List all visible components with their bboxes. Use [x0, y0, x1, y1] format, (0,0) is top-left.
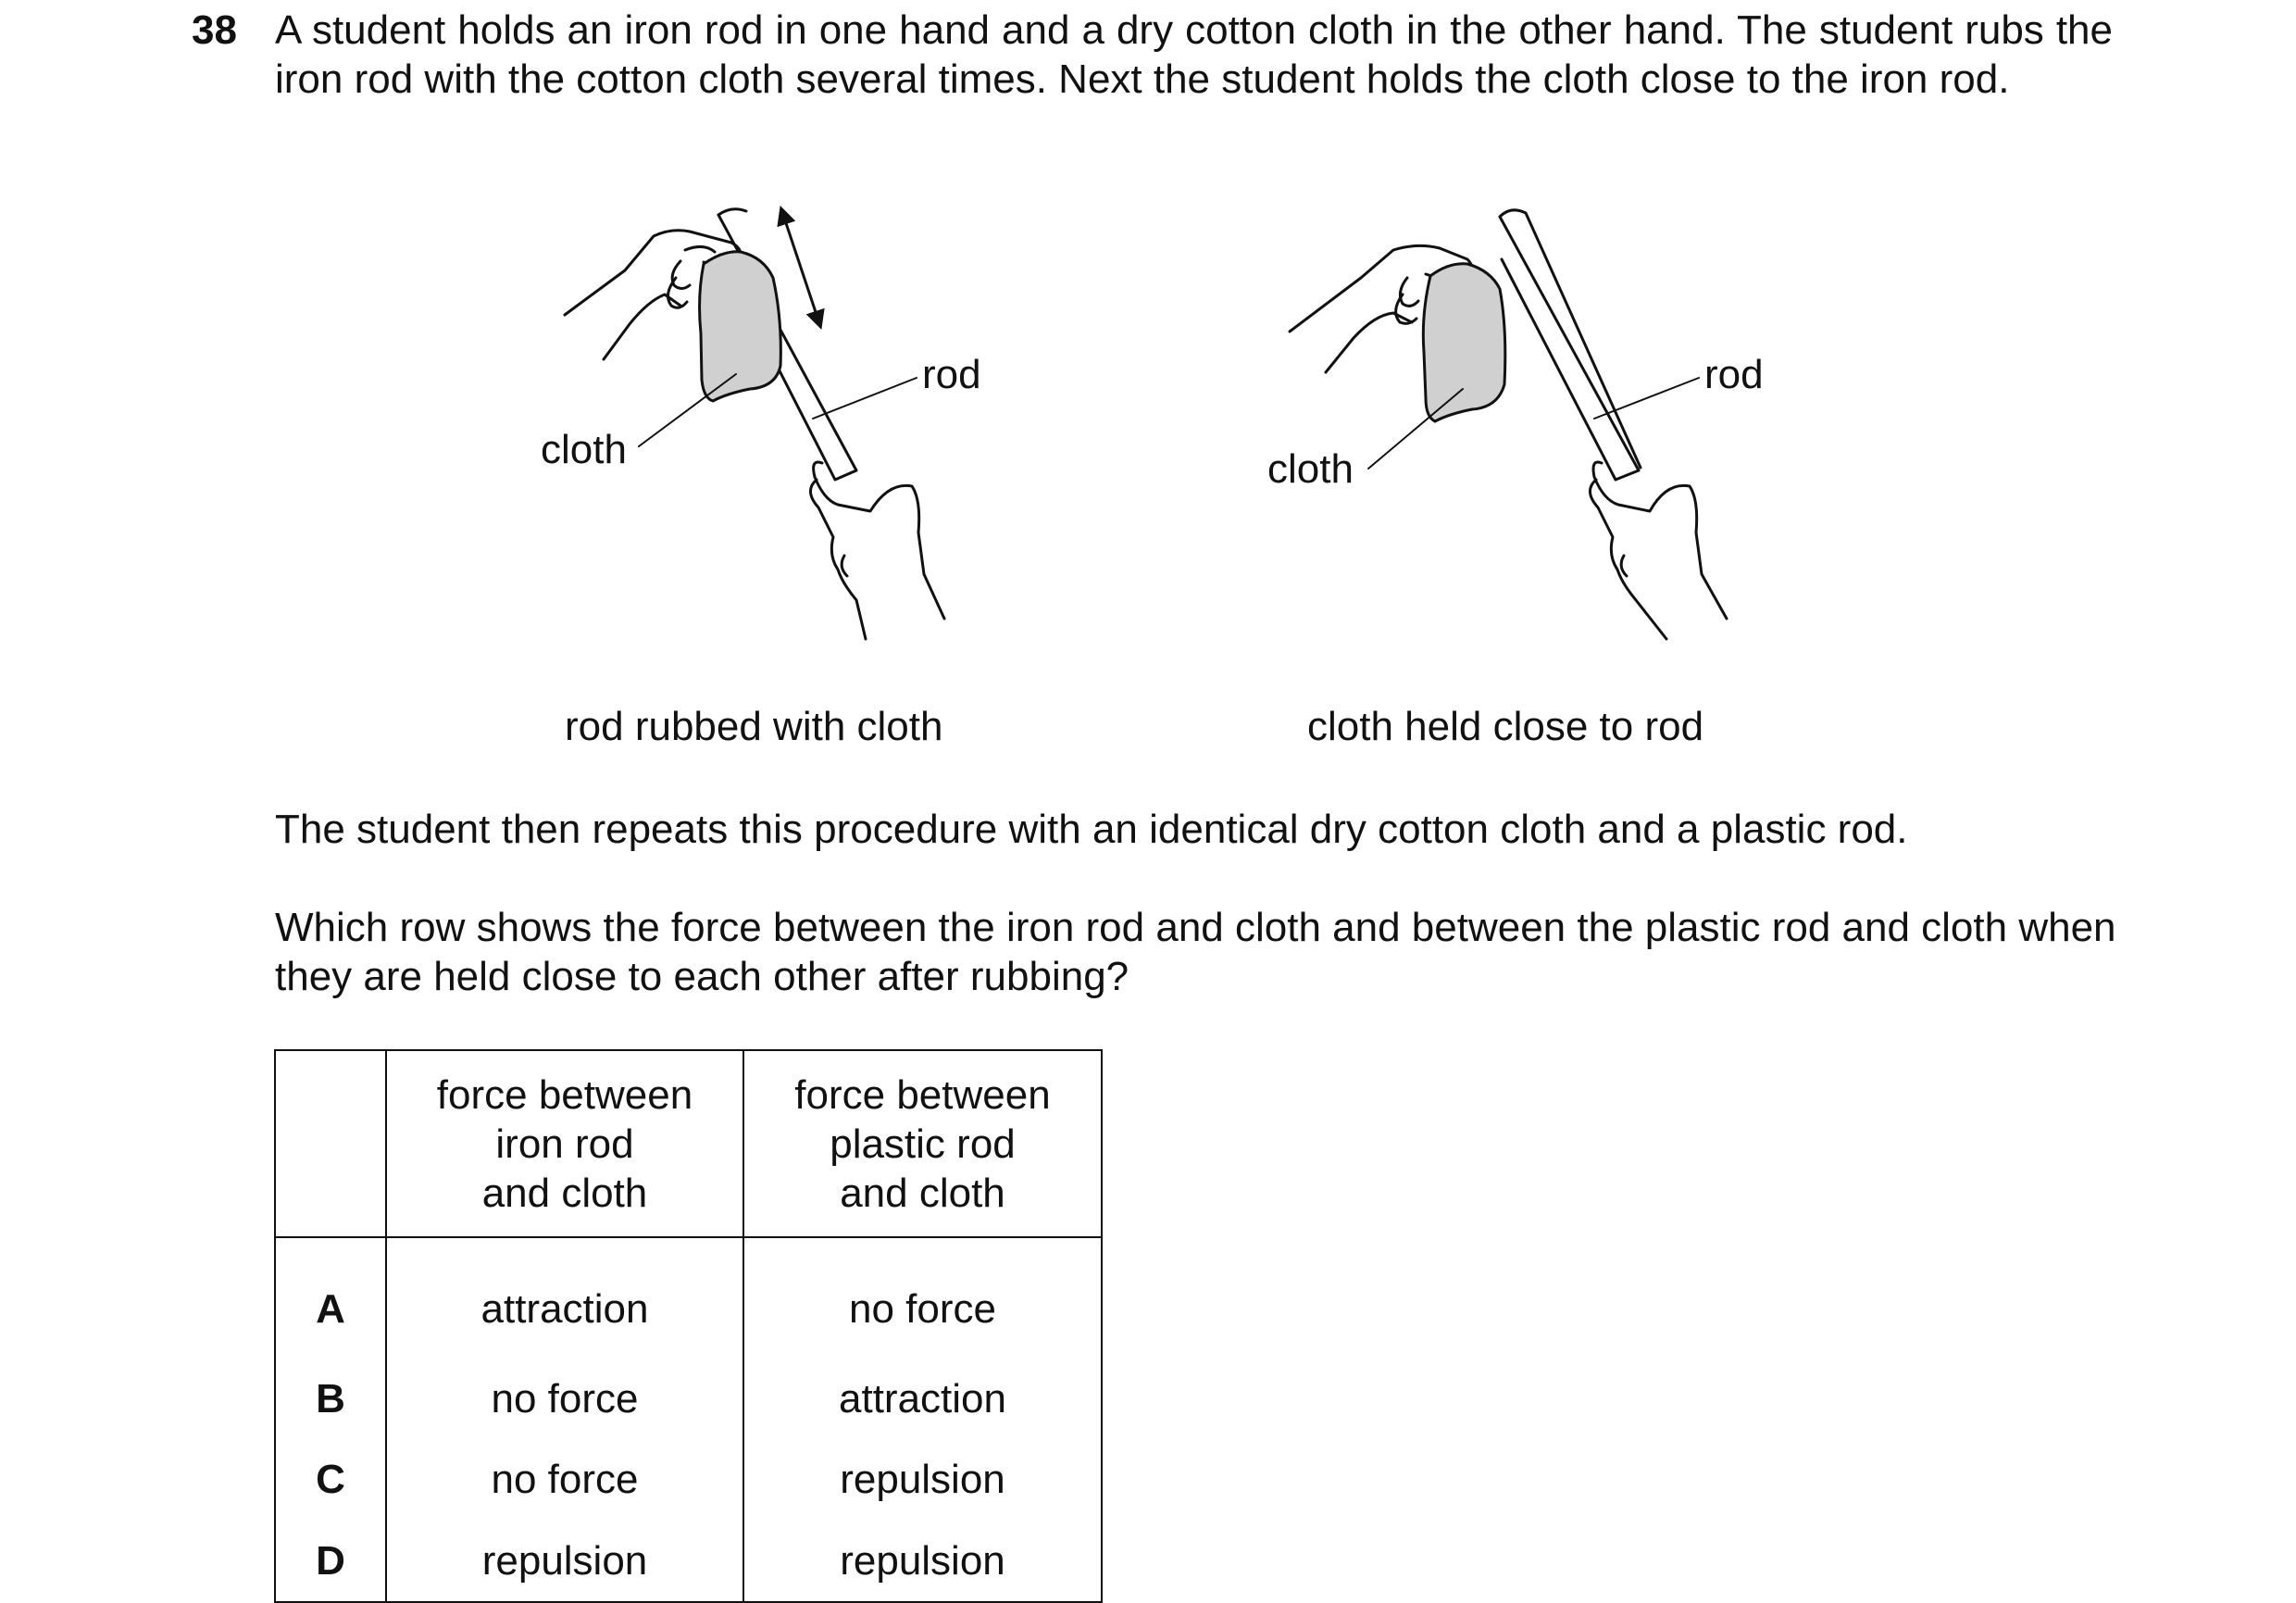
option-key: C [275, 1439, 386, 1520]
header-plastic: force between plastic rod and cloth [743, 1050, 1102, 1237]
table-row[interactable] [275, 1359, 1102, 1439]
rod-right [1500, 210, 1641, 480]
question-paragraph: Which row shows the force between the iron rod and cloth and between the plastic rod and cloth when they are held close to each other after rubbing? [275, 905, 2116, 999]
label-rod-left: rod [922, 352, 981, 397]
label-cloth-right: cloth [1267, 446, 1354, 492]
plastic-force: repulsion [743, 1439, 1102, 1520]
question-number: 38 [192, 7, 237, 53]
procedure-paragraph: The student then repeats this procedure with an identical dry cotton cloth and a plastic rod. [275, 807, 1908, 852]
iron-force: repulsion [386, 1520, 743, 1602]
header-key [275, 1050, 386, 1237]
rubbing-arrow-icon [783, 215, 818, 320]
table-row[interactable] [275, 1237, 1102, 1359]
caption-rubbed: rod rubbed with cloth [565, 704, 943, 749]
plastic-force: no force [743, 1237, 1102, 1359]
header-iron: force between iron rod and cloth [386, 1050, 743, 1237]
iron-force: no force [386, 1359, 743, 1439]
label-cloth-left: cloth [541, 427, 627, 472]
rubbing-illustration [565, 209, 944, 639]
option-key: A [275, 1237, 386, 1359]
plastic-force: attraction [743, 1359, 1102, 1439]
option-key: D [275, 1520, 386, 1602]
hand-holding-rod-left [810, 462, 944, 639]
question-stem: A student holds an iron rod in one hand and a dry cotton cloth in the other hand. The student rubs the iron rod with the cotton cloth several times. Next the student holds the cloth close to the iron rod. [275, 7, 2113, 102]
plastic-force: repulsion [743, 1520, 1102, 1602]
holding-illustration [1290, 210, 1727, 639]
cloth-left [700, 252, 781, 401]
caption-held-close: cloth held close to rod [1307, 704, 1704, 749]
iron-force: no force [386, 1439, 743, 1520]
answer-table [274, 1049, 1103, 1603]
option-key: B [275, 1359, 386, 1439]
table-header-row [275, 1050, 1102, 1237]
table-row[interactable] [275, 1439, 1102, 1520]
table-row[interactable] [275, 1520, 1102, 1602]
cloth-right [1423, 264, 1505, 421]
hand-holding-rod-right [1590, 462, 1727, 639]
iron-force: attraction [386, 1237, 743, 1359]
rod-and-cloth-figure [0, 0, 2296, 704]
label-rod-right: rod [1704, 352, 1764, 397]
